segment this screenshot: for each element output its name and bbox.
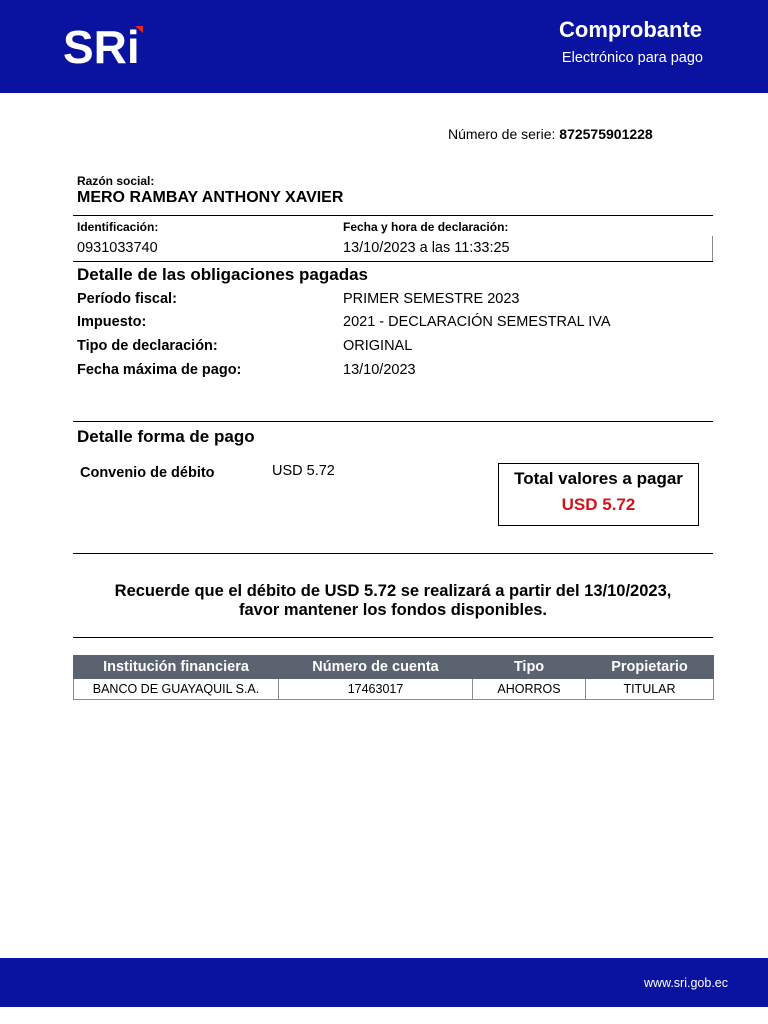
table-row	[74, 679, 714, 700]
owner-cell: TITULAR	[586, 679, 714, 700]
debit-notice	[73, 582, 713, 620]
total-label: Total valores a pagar	[514, 469, 683, 488]
document-title: Comprobante	[559, 17, 702, 42]
total-value: USD 5.72	[561, 495, 636, 514]
serial-label: Número de serie:	[448, 126, 556, 142]
account-number-cell: 17463017	[279, 679, 473, 700]
institution-cell: BANCO DE GUAYAQUIL S.A.	[74, 679, 279, 700]
divider	[73, 637, 713, 638]
divider	[73, 261, 713, 262]
razon-social-value: MERO RAMBAY ANTHONY XAVIER	[77, 189, 344, 206]
column-header: Institución financiera	[74, 656, 279, 679]
impuesto-value: 2021 - DECLARACIÓN SEMESTRAL IVA	[343, 314, 611, 330]
notice-line-1: Recuerde que el débito de USD 5.72 se realizará a partir del 13/10/2023,	[114, 582, 672, 600]
header-bar	[0, 0, 768, 93]
sri-logo	[63, 20, 145, 68]
footer-url: www.sri.gob.ec	[643, 976, 728, 990]
payment-method-label: Convenio de débito	[80, 465, 215, 481]
column-header: Propietario	[586, 656, 714, 679]
sri-logo-text: SRi	[63, 21, 140, 68]
divider	[73, 553, 713, 554]
fecha-declaracion-value: 13/10/2023 a las 11:33:25	[343, 240, 510, 256]
divider	[73, 215, 713, 216]
identificacion-label: Identificación:	[77, 220, 159, 234]
fecha-declaracion-label: Fecha y hora de declaración:	[343, 220, 509, 234]
accounts-table	[73, 655, 714, 700]
periodo-fiscal-label: Período fiscal:	[77, 291, 177, 307]
tipo-declaracion-label: Tipo de declaración:	[77, 338, 218, 354]
impuesto-label: Impuesto:	[77, 314, 147, 330]
obligations-title: Detalle de las obligaciones pagadas	[77, 265, 368, 284]
footer-bar	[0, 958, 768, 1007]
column-header: Tipo	[473, 656, 586, 679]
serial-number	[448, 126, 653, 142]
payment-method-value: USD 5.72	[272, 463, 335, 479]
tipo-declaracion-value: ORIGINAL	[343, 338, 413, 354]
payment-title: Detalle forma de pago	[77, 427, 255, 446]
notice-line-2: favor mantener los fondos disponibles.	[238, 601, 548, 619]
account-type-cell: AHORROS	[473, 679, 586, 700]
razon-social-label: Razón social:	[77, 174, 155, 188]
fecha-maxima-label: Fecha máxima de pago:	[77, 362, 242, 378]
column-header: Número de cuenta	[279, 656, 473, 679]
document-subtitle: Electrónico para pago	[561, 50, 703, 66]
periodo-fiscal-value: PRIMER SEMESTRE 2023	[343, 291, 520, 307]
identificacion-value: 0931033740	[77, 240, 158, 256]
fecha-maxima-value: 13/10/2023	[343, 362, 416, 378]
divider	[712, 236, 713, 261]
divider	[73, 421, 713, 422]
total-box	[498, 463, 699, 526]
table-header-row	[74, 656, 714, 679]
serial-value: 872575901228	[559, 126, 653, 142]
